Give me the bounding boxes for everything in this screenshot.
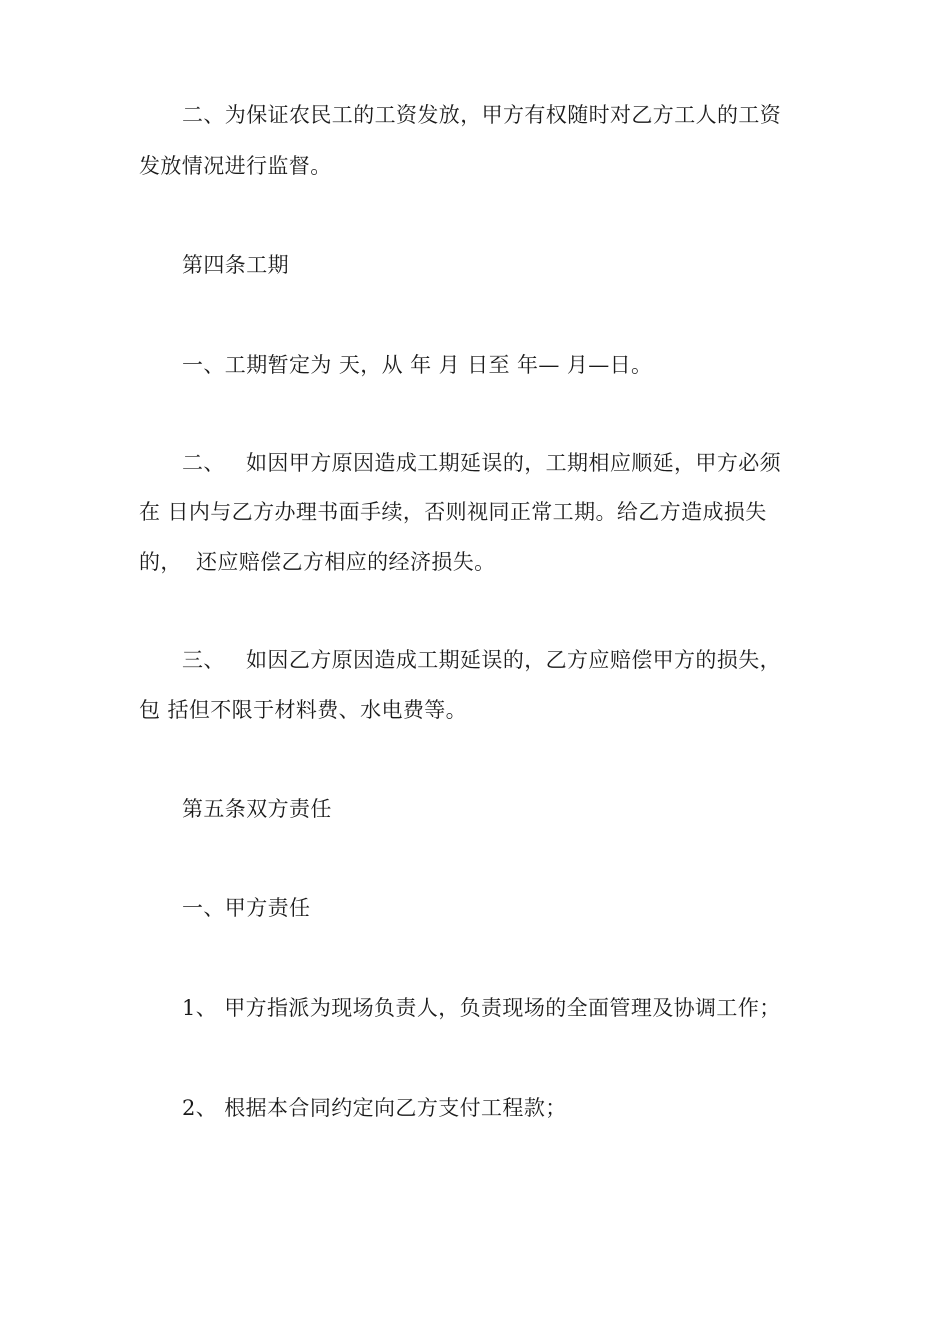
text-line: 的， 还应赔偿乙方相应的经济损失。 [139, 550, 496, 574]
paragraph-period-clause-1: 一、工期暂定为 天，从 年 月 日至 年— 月—日。 [182, 353, 653, 377]
article-4-heading: 第四条工期 [182, 253, 289, 277]
text-line: 二、 如因甲方原因造成工期延误的，工期相应顺延，甲方必须 [182, 451, 782, 475]
article-5-heading: 第五条双方责任 [182, 797, 332, 821]
party-a-duty-2: 2、 根据本合同约定向乙方支付工程款； [182, 1096, 567, 1120]
text-line: 三、 如因乙方原因造成工期延误的，乙方应赔偿甲方的损失， [182, 648, 782, 672]
party-a-duty-1: 1、 甲方指派为现场负责人，负责现场的全面管理及协调工作； [182, 996, 781, 1020]
text-line: 二、为保证农民工的工资发放，甲方有权随时对乙方工人的工资 [182, 103, 782, 127]
text-line: 在 日内与乙方办理书面手续，否则视同正常工期。给乙方造成损失 [139, 500, 767, 524]
text-line: 发放情况进行监督。 [139, 154, 332, 178]
party-a-heading: 一、甲方责任 [182, 896, 311, 920]
text-line: 包 括但不限于材料费、水电费等。 [139, 698, 468, 722]
